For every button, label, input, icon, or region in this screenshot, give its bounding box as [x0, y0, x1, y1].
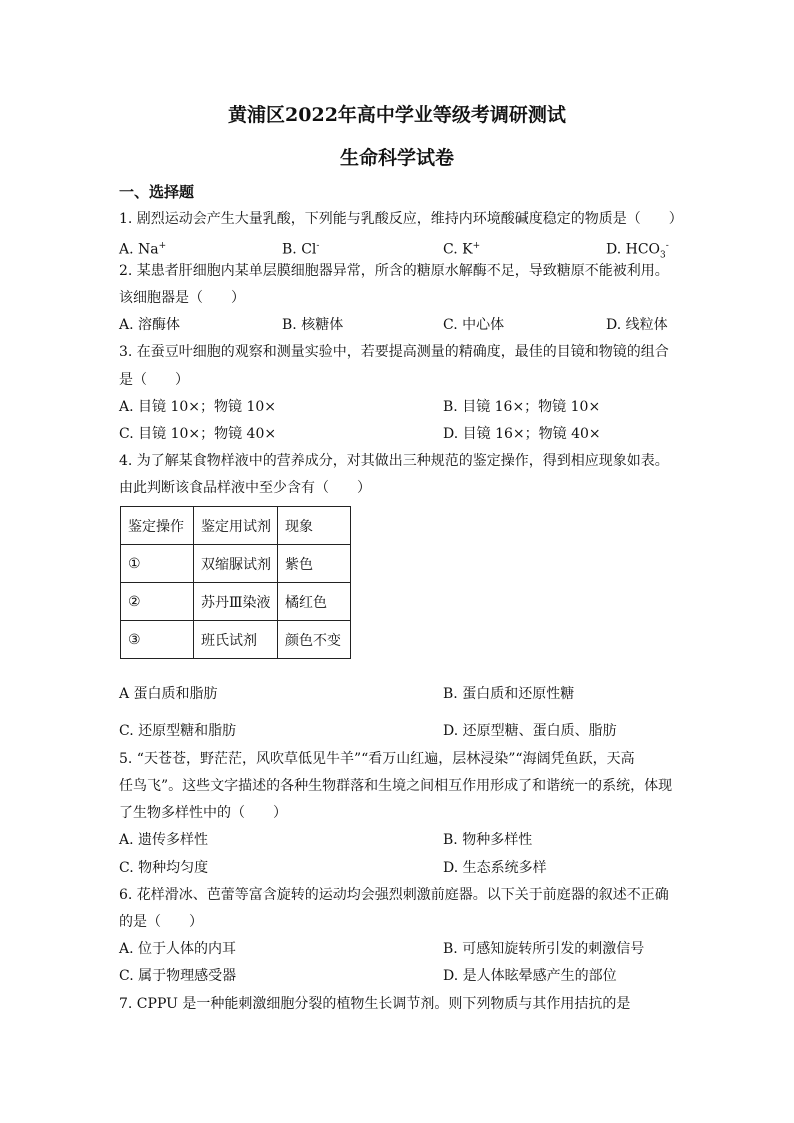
table-row — [121, 583, 351, 621]
question-4-stem-line-1: 4. 为了解某食物样液中的营养成分，对其做出三种规范的鉴定操作，得到相应现象如表。 — [119, 453, 669, 469]
question-5-option-b: B. 物种多样性 — [443, 832, 533, 848]
question-6-stem-line-1: 6. 花样滑冰、芭蕾等富含旋转的运动均会强烈刺激前庭器。以下关于前庭器的叙述不正确 — [119, 887, 669, 903]
exam-subtitle: 生命科学试卷 — [339, 147, 454, 169]
question-4-option-b: B. 蛋白质和还原性糖 — [443, 686, 575, 702]
question-1-option-c: C. K+ — [443, 241, 481, 258]
identification-table — [120, 506, 351, 659]
question-2-stem-line-1: 2. 某患者肝细胞内某单层膜细胞器异常，所含的糖原水解酶不足，导致糖原不能被利用。 — [119, 263, 669, 279]
question-1-option-b: B. Cl- — [282, 241, 320, 258]
table-cell: ③ — [121, 621, 194, 659]
question-4-option-c: C. 还原型糖和脂肪 — [119, 723, 237, 739]
question-2-option-d: D. 线粒体 — [606, 317, 668, 333]
table-header-cell: 鉴定操作 — [121, 507, 194, 545]
question-4-stem-line-2: 由此判断该食品样液中至少含有（ ） — [119, 480, 371, 496]
table-cell: 双缩脲试剂 — [194, 545, 278, 583]
table-cell: ② — [121, 583, 194, 621]
question-1-stem: 1. 剧烈运动会产生大量乳酸，下列能与乳酸反应，维持内环境酸碱度稳定的物质是（ ） — [119, 211, 683, 227]
question-4-option-d: D. 还原型糖、蛋白质、脂肪 — [443, 723, 617, 739]
question-2-stem-line-2: 该细胞器是（ ） — [119, 290, 245, 306]
table-row — [121, 545, 351, 583]
table-cell: 紫色 — [278, 545, 351, 583]
table-row — [121, 621, 351, 659]
question-7-stem: 7. CPPU 是一种能刺激细胞分裂的植物生长调节剂。则下列物质与其作用拮抗的是 — [119, 996, 631, 1012]
question-3-option-a: A. 目镜 10×；物镜 10× — [119, 399, 277, 415]
question-2-option-c: C. 中心体 — [443, 317, 505, 333]
question-2-option-a: A. 溶酶体 — [119, 317, 181, 333]
table-cell: 班氏试剂 — [194, 621, 278, 659]
question-5-option-a: A. 遗传多样性 — [119, 832, 209, 848]
question-1-option-a: A. Na+ — [119, 241, 167, 258]
table-cell: ① — [121, 545, 194, 583]
table-cell: 颜色不变 — [278, 621, 351, 659]
exam-title: 黄浦区2022年高中学业等级考调研测试 — [228, 104, 566, 126]
question-3-stem-line-2: 是（ ） — [119, 372, 189, 388]
section-heading: 一、选择题 — [119, 183, 195, 201]
question-3-option-d: D. 目镜 16×；物镜 40× — [443, 426, 601, 442]
question-6-option-b: B. 可感知旋转所引发的刺激信号 — [443, 941, 645, 957]
question-4-option-a: A 蛋白质和脂肪 — [119, 686, 218, 702]
table-header-row — [121, 507, 351, 545]
question-6-option-a: A. 位于人体的内耳 — [119, 941, 237, 957]
question-3-stem-line-1: 3. 在蚕豆叶细胞的观察和测量实验中，若要提高测量的精确度，最佳的目镜和物镜的组合 — [119, 344, 669, 360]
question-5-stem-line-1: 5. “天苍苍，野茫茫，风吹草低见牛羊”“看万山红遍，层林浸染”“海阔凭鱼跃，天高 — [119, 751, 635, 767]
question-3-option-c: C. 目镜 10×；物镜 40× — [119, 426, 277, 442]
question-5-option-c: C. 物种均匀度 — [119, 860, 209, 876]
table-header-cell: 现象 — [278, 507, 351, 545]
question-3-option-b: B. 目镜 16×；物镜 10× — [443, 399, 601, 415]
question-1-option-d: D. $HCO_3^-$ — [606, 241, 669, 261]
question-5-stem-line-3: 了生物多样性中的（ ） — [119, 805, 287, 821]
question-6-option-d: D. 是人体眩晕感产生的部位 — [443, 968, 617, 984]
question-6-option-c: C. 属于物理感受器 — [119, 968, 237, 984]
table-cell: 橘红色 — [278, 583, 351, 621]
question-5-option-d: D. 生态系统多样 — [443, 860, 547, 876]
question-6-stem-line-2: 的是（ ） — [119, 914, 203, 930]
question-2-option-b: B. 核糖体 — [282, 317, 344, 333]
question-5-stem-line-2: 任鸟飞”。这些文字描述的各种生物群落和生境之间相互作用形成了和谐统一的系统，体现 — [119, 778, 673, 794]
table-cell: 苏丹Ⅲ染液 — [194, 583, 278, 621]
table-header-cell: 鉴定用试剂 — [194, 507, 278, 545]
